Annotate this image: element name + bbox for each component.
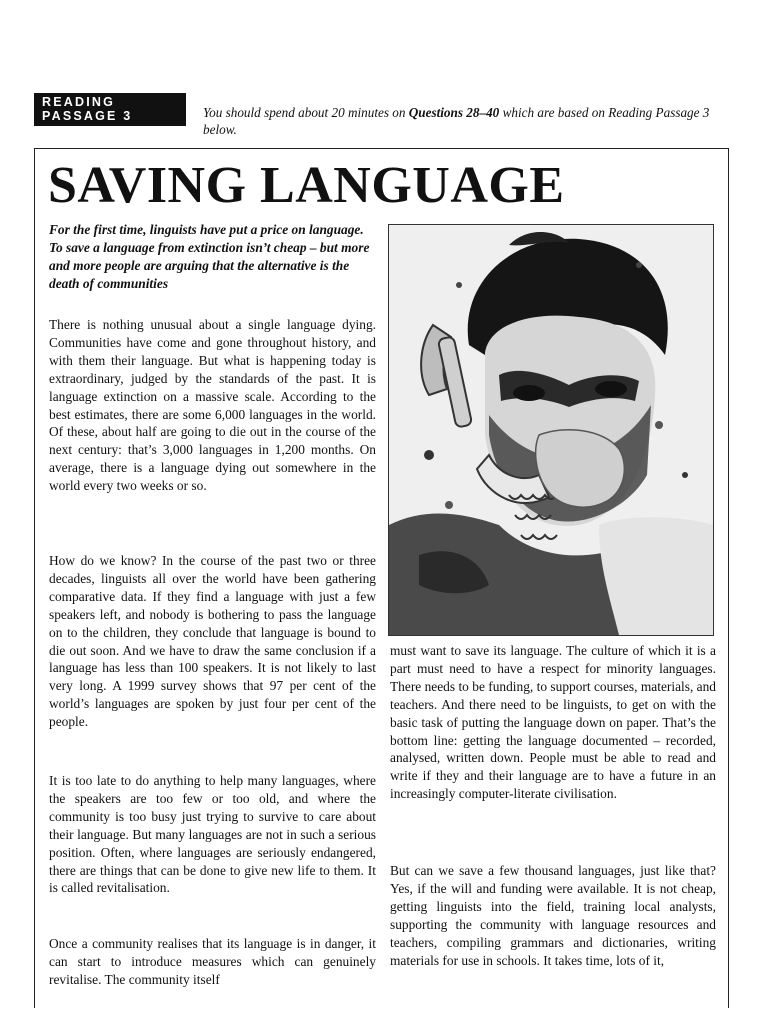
article-standfirst: For the first time, linguists have put a price on language. To save a language from extinction isn’t cheap – but more and more people are arguing that the alternative is the death of communities [49, 222, 370, 291]
body-paragraph: There is nothing unusual about a single language dying. Communities have come and gone throughout history, and with them their language. But what is happening today is extraordinary, judged by the standards of the past. It is language extinction on a massive scale. According to the best estimates, there are some 6,000 languages in the world. Of these, about half are going to die out in the course of the next century: that’s 3,000 languages in 1,200 months. On average, there is a language dying out somewhere in the world every two weeks or so. [49, 317, 376, 494]
badge-line-2: PASSAGE 3 [42, 108, 133, 123]
reading-passage-badge [34, 93, 186, 126]
instruction-text-2: which are based on Reading Passage 3 below. [203, 105, 710, 138]
body-paragraph: How do we know? In the course of the past two or three decades, linguists all over the world have been gathering comparative data. If they find a language with just a few speakers left, and nobody is bothering to pass the language on to the children, they conclude that language is bound to die out soon. And we have to draw the same conclusion if a language has less than 100 speakers. It is not likely to last very long. A 1999 survey shows that 97 per cent of the world’s languages are spoken by just four per cent of the people. [49, 553, 376, 730]
instruction-text-1: You should spend about 20 minutes on [203, 105, 409, 121]
body-paragraph: must want to save its language. The culture of which it is a part must need to have a respect for minority languages. There needs to be funding, to support courses, materials, and teachers. And there need to be linguists, to get on with the basic task of putting the language down on paper. That’s the bottom line: getting the language documented – recorded, analysed, written down. People must be able to read and write if they and their language are to have a future in an increasingly computer-literate civilisation. [390, 643, 716, 802]
body-paragraph: It is too late to do anything to help many languages, where the speakers are too few or too old, and where the community is too busy just trying to survive to care about their language. But many languages are not in such a serious position. Often, where languages are seriously endangered, there are things that can be done to give new life to them. It is called revitalisation. [49, 773, 376, 896]
man-on-telephone-photo-icon [389, 225, 713, 635]
article-title: SAVING LANGUAGE [48, 157, 565, 214]
badge-line-1: READING [42, 95, 116, 109]
body-paragraph: Once a community realises that its language is in danger, it can start to introduce measures which can genuinely revitalise. The community itself [49, 936, 376, 987]
article-photo [388, 224, 714, 636]
body-paragraph: But can we save a few thousand languages, just like that? Yes, if the will and funding were available. It is not cheap, getting linguists into the field, training local analysts, supporting the community with language resources and teachers, compiling grammars and dictionaries, writing materials for use in schools. It takes time, lots of it, [390, 863, 716, 968]
reading-instruction [203, 104, 728, 138]
instruction-questions: Questions 28–40 [408, 105, 500, 121]
